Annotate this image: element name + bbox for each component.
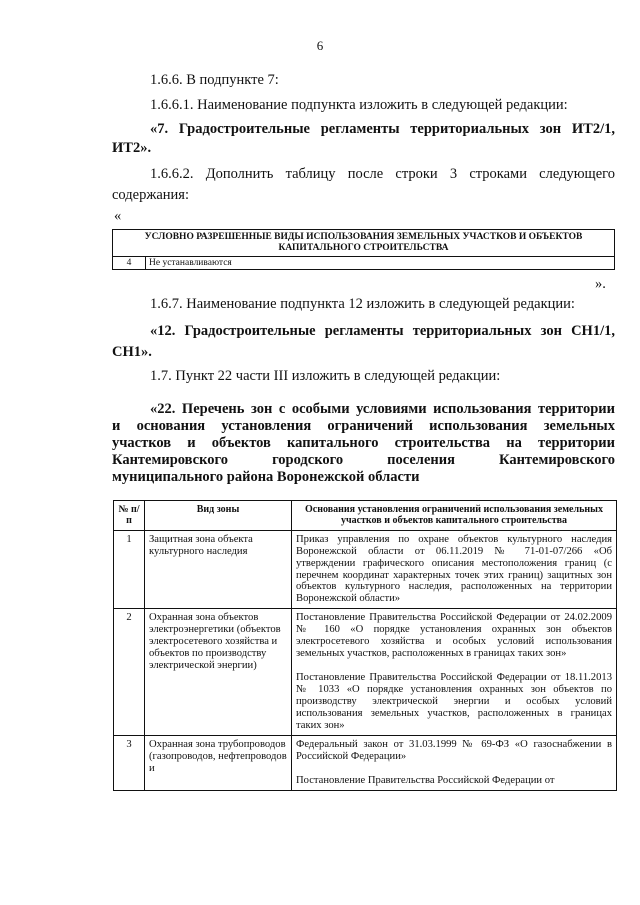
zones-table-header-row: [114, 501, 617, 531]
column-header-basis: Основания установления ограничений использования земельных участков и объектов капитального строительства: [292, 501, 617, 531]
paragraph-1-6-6: 1.6.6. В подпункте 7:: [150, 72, 279, 88]
close-quote: ».: [595, 276, 606, 292]
page-number: 6: [316, 38, 324, 53]
basis-cell: [292, 736, 617, 791]
table-row: [114, 609, 617, 736]
inserted-table: [112, 229, 615, 270]
section-22-heading-line: Кантемировского городского поселения Кантемировского: [112, 451, 615, 468]
section-22-heading-line: участков и объектов капитального строительства на территории: [112, 434, 615, 451]
column-header-number: № п/п: [114, 501, 145, 531]
paragraph-1-6-7: 1.6.7. Наименование подпункта 12 изложить в следующей редакции:: [150, 296, 575, 312]
section-22-heading-line: «22. Перечень зон с особыми условиями использования территории: [150, 401, 615, 417]
section-22-heading-line: муниципального района Воронежской области: [112, 468, 420, 485]
zone-type-cell: Охранная зона трубопроводов (газопроводов, нефтепроводов и: [145, 736, 292, 791]
subsection-7-title-line1: «7. Градостроительные регламенты территориальных зон ИТ2/1,: [150, 121, 615, 137]
basis-paragraph: Постановление Правительства Российской Федерации от: [296, 775, 555, 787]
subsection-7-title-line2: ИТ2».: [112, 140, 152, 156]
paragraph-1-6-6-1: 1.6.6.1. Наименование подпункта изложить в следующей редакции:: [150, 97, 568, 113]
subsection-12-title-line1: «12. Градостроительные регламенты территориальных зон СН1/1,: [150, 323, 615, 339]
row-number: 2: [114, 609, 145, 736]
inserted-table-row-text: Не устанавливаются: [146, 256, 615, 269]
basis-paragraph: Федеральный закон от 31.03.1999 № 69-ФЗ «О газоснабжении в Российской Федерации»: [296, 739, 612, 763]
zones-table: [113, 500, 617, 791]
basis-cell: [292, 530, 617, 609]
basis-paragraph: Постановление Правительства Российской Федерации от 24.02.2009 № 160 «О порядке установления охранных зон объектов электросетевого хозяйства и особых условий использования земельных участков, расположенных в границах таких зон»: [296, 612, 612, 660]
row-number: 3: [114, 736, 145, 791]
inserted-table-row-number: 4: [113, 256, 146, 269]
table-row: [114, 736, 617, 791]
open-quote: «: [114, 208, 122, 224]
basis-cell: [292, 609, 617, 736]
section-22-heading-line: и основания установления ограничений использования земельных: [112, 417, 615, 434]
paragraph-1-6-6-2-line2: содержания:: [112, 187, 190, 203]
table-row: [114, 530, 617, 609]
zone-type-cell: Защитная зона объекта культурного наследия: [145, 530, 292, 609]
zone-type-cell: Охранная зона объектов электроэнергетики (объектов электросетевого хозяйства и объектов по производству электрической энергии): [145, 609, 292, 736]
section-22-heading: [112, 401, 615, 486]
paragraph-1-7: 1.7. Пункт 22 части III изложить в следующей редакции:: [150, 368, 501, 384]
column-header-zone-type: Вид зоны: [145, 501, 292, 531]
basis-paragraph: Постановление Правительства Российской Федерации от 18.11.2013 № 1033 «О порядке установления охранных зон объектов по производству электрической энергии и особых условий использования земельных участков, расположенных в границах таких зон»: [296, 672, 612, 732]
row-number: 1: [114, 530, 145, 609]
inserted-table-header: УСЛОВНО РАЗРЕШЕННЫЕ ВИДЫ ИСПОЛЬЗОВАНИЯ ЗЕМЕЛЬНЫХ УЧАСТКОВ И ОБЪЕКТОВ КАПИТАЛЬНОГО СТРОИТЕЛЬСТВА: [113, 230, 615, 257]
paragraph-1-6-6-2-line1: 1.6.6.2. Дополнить таблицу после строки 3 строками следующего: [150, 166, 615, 182]
basis-paragraph: Приказ управления по охране объектов культурного наследия Воронежской области от 06.11.2019 № 71-01-07/266 «Об утверждении графического описания местоположения границ (с перечнем координат характерных точек этих границ) защитных зон объектов культурного наследия, расположенных на территории Воронежской области»: [296, 533, 612, 605]
subsection-12-title-line2: СН1».: [112, 344, 152, 360]
